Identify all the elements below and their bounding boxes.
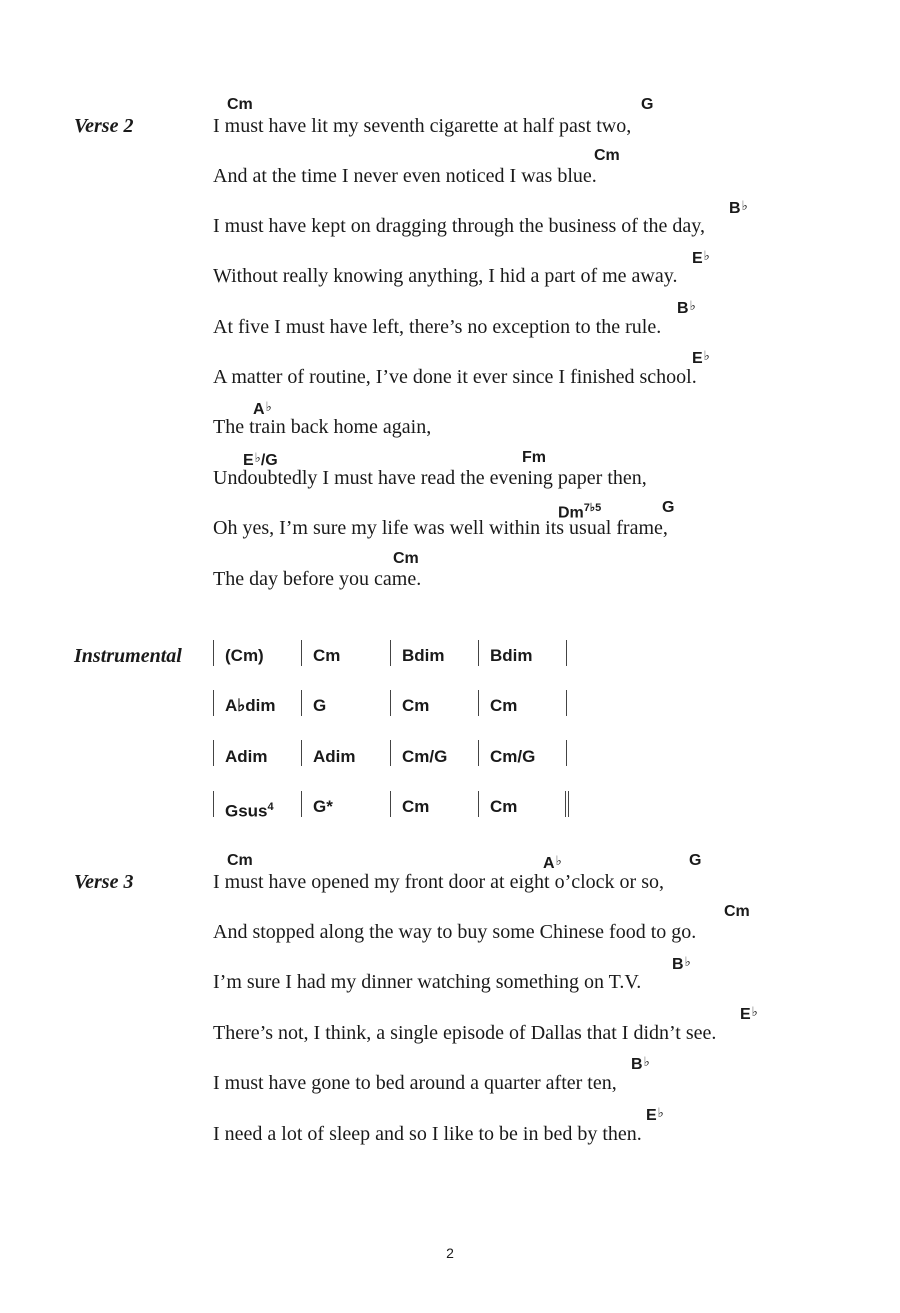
grid-chord: Cm bbox=[490, 797, 518, 816]
chord: G bbox=[641, 96, 654, 113]
flat-sign: ♭ bbox=[684, 954, 691, 969]
chord-root: B bbox=[631, 1056, 643, 1073]
grid-chord: G bbox=[313, 696, 327, 715]
flat-sign: ♭ bbox=[265, 399, 272, 414]
flat-sign: ♭ bbox=[741, 198, 748, 213]
lyric-line: I need a lot of sleep and so I like to be in bed by then. bbox=[213, 1123, 642, 1145]
flat-sign: ♭ bbox=[751, 1004, 758, 1019]
chord bbox=[677, 297, 696, 318]
final-double-bar-line bbox=[565, 791, 569, 817]
chord bbox=[729, 197, 748, 218]
chord-root: E bbox=[740, 1006, 751, 1023]
grid-chord: Cm bbox=[313, 646, 341, 665]
grid-chord: Bdim bbox=[490, 646, 533, 665]
flat-sign: ♭ bbox=[703, 348, 710, 363]
lyric-line: And at the time I never even noticed I was blue. bbox=[213, 165, 597, 187]
chord-root: B bbox=[672, 956, 684, 973]
lyric-line: Without really knowing anything, I hid a part of me away. bbox=[213, 265, 678, 287]
bar-line bbox=[566, 640, 567, 666]
chord-root: Dm bbox=[558, 504, 584, 522]
chord-root: E bbox=[692, 350, 703, 367]
grid-chord: Cm bbox=[402, 696, 430, 715]
flat-sign: ♭ bbox=[643, 1054, 650, 1069]
chord: Cm bbox=[393, 550, 419, 567]
verse-2-label: Verse 2 bbox=[74, 115, 134, 137]
flat-sign: ♭ bbox=[555, 853, 562, 868]
lyric-line: A matter of routine, I’ve done it ever since I finished school. bbox=[213, 366, 697, 388]
bar-line bbox=[478, 740, 479, 766]
flat-sign: ♭ bbox=[689, 298, 696, 313]
chord: Cm bbox=[227, 852, 253, 869]
chord bbox=[692, 247, 710, 268]
lyric-line: Undoubtedly I must have read the evening paper then, bbox=[213, 467, 647, 489]
grid-chord: Cm bbox=[490, 696, 518, 715]
bar-line bbox=[478, 791, 479, 817]
lyric-line: The day before you came. bbox=[213, 568, 422, 590]
chord-extension: 7♭5 bbox=[583, 502, 602, 514]
chord: G bbox=[662, 499, 675, 516]
chord bbox=[631, 1053, 650, 1074]
bar-line bbox=[213, 740, 214, 766]
lyric-line: I must have opened my front door at eight o’clock or so, bbox=[213, 871, 664, 893]
bar-line bbox=[390, 740, 391, 766]
lyric-line: At five I must have left, there’s no exception to the rule. bbox=[213, 316, 662, 338]
lyric-line: The train back home again, bbox=[213, 416, 432, 438]
bar-line bbox=[390, 791, 391, 817]
chord-root: E bbox=[692, 250, 703, 267]
grid-chord: G* bbox=[313, 797, 333, 816]
chord bbox=[646, 1104, 664, 1125]
flat-sign: ♭ bbox=[254, 450, 261, 465]
chord-root: B bbox=[729, 200, 741, 217]
lyric-line: Oh yes, I’m sure my life was well within its usual frame, bbox=[213, 517, 668, 539]
bar-line bbox=[566, 740, 567, 766]
bar-line bbox=[213, 791, 214, 817]
chord-root: A bbox=[543, 855, 555, 872]
flat-sign: ♭ bbox=[657, 1105, 664, 1120]
chord-root: E bbox=[243, 452, 254, 469]
bar-line bbox=[478, 690, 479, 716]
bar-line bbox=[566, 690, 567, 716]
chord: Cm bbox=[594, 147, 620, 164]
grid-chord bbox=[225, 797, 274, 822]
bar-line bbox=[301, 640, 302, 666]
grid-chord: Adim bbox=[313, 747, 356, 766]
chord-bass: /G bbox=[260, 452, 278, 469]
bar-line bbox=[390, 690, 391, 716]
bar-line bbox=[301, 791, 302, 817]
grid-chord: Cm/G bbox=[490, 747, 536, 766]
chord: Cm bbox=[724, 903, 750, 920]
grid-chord: Cm/G bbox=[402, 747, 448, 766]
grid-chord: A♭dim bbox=[225, 696, 276, 715]
bar-line bbox=[478, 640, 479, 666]
page-number: 2 bbox=[446, 1245, 454, 1261]
lyric-line: I must have kept on dragging through the business of the day, bbox=[213, 215, 705, 237]
chord-root: E bbox=[646, 1107, 657, 1124]
bar-line bbox=[301, 690, 302, 716]
flat-sign: ♭ bbox=[703, 248, 710, 263]
chord-extension: 4 bbox=[267, 801, 274, 813]
bar-line bbox=[213, 690, 214, 716]
chord-root: B bbox=[677, 300, 689, 317]
bar-line bbox=[301, 740, 302, 766]
chord-root: Gsus bbox=[225, 801, 268, 821]
bar-line bbox=[390, 640, 391, 666]
chord: G bbox=[689, 852, 702, 869]
chord: Cm bbox=[227, 96, 253, 113]
chord: Fm bbox=[522, 449, 546, 466]
instrumental-label: Instrumental bbox=[74, 645, 182, 667]
grid-chord: Bdim bbox=[402, 646, 445, 665]
chord bbox=[672, 953, 691, 974]
lyric-line: And stopped along the way to buy some Chinese food to go. bbox=[213, 921, 697, 943]
lyric-line: There’s not, I think, a single episode of Dallas that I didn’t see. bbox=[213, 1022, 717, 1044]
lyric-line: I must have gone to bed around a quarter after ten, bbox=[213, 1072, 617, 1094]
chord bbox=[740, 1003, 758, 1024]
lyric-line: I’m sure I had my dinner watching something on T.V. bbox=[213, 971, 642, 993]
bar-line bbox=[213, 640, 214, 666]
grid-chord: Cm bbox=[402, 797, 430, 816]
grid-chord: Adim bbox=[225, 747, 268, 766]
grid-chord: (Cm) bbox=[225, 646, 264, 665]
verse-3-label: Verse 3 bbox=[74, 871, 134, 893]
chord-root: A bbox=[253, 401, 265, 418]
lyric-line: I must have lit my seventh cigarette at half past two, bbox=[213, 115, 632, 137]
